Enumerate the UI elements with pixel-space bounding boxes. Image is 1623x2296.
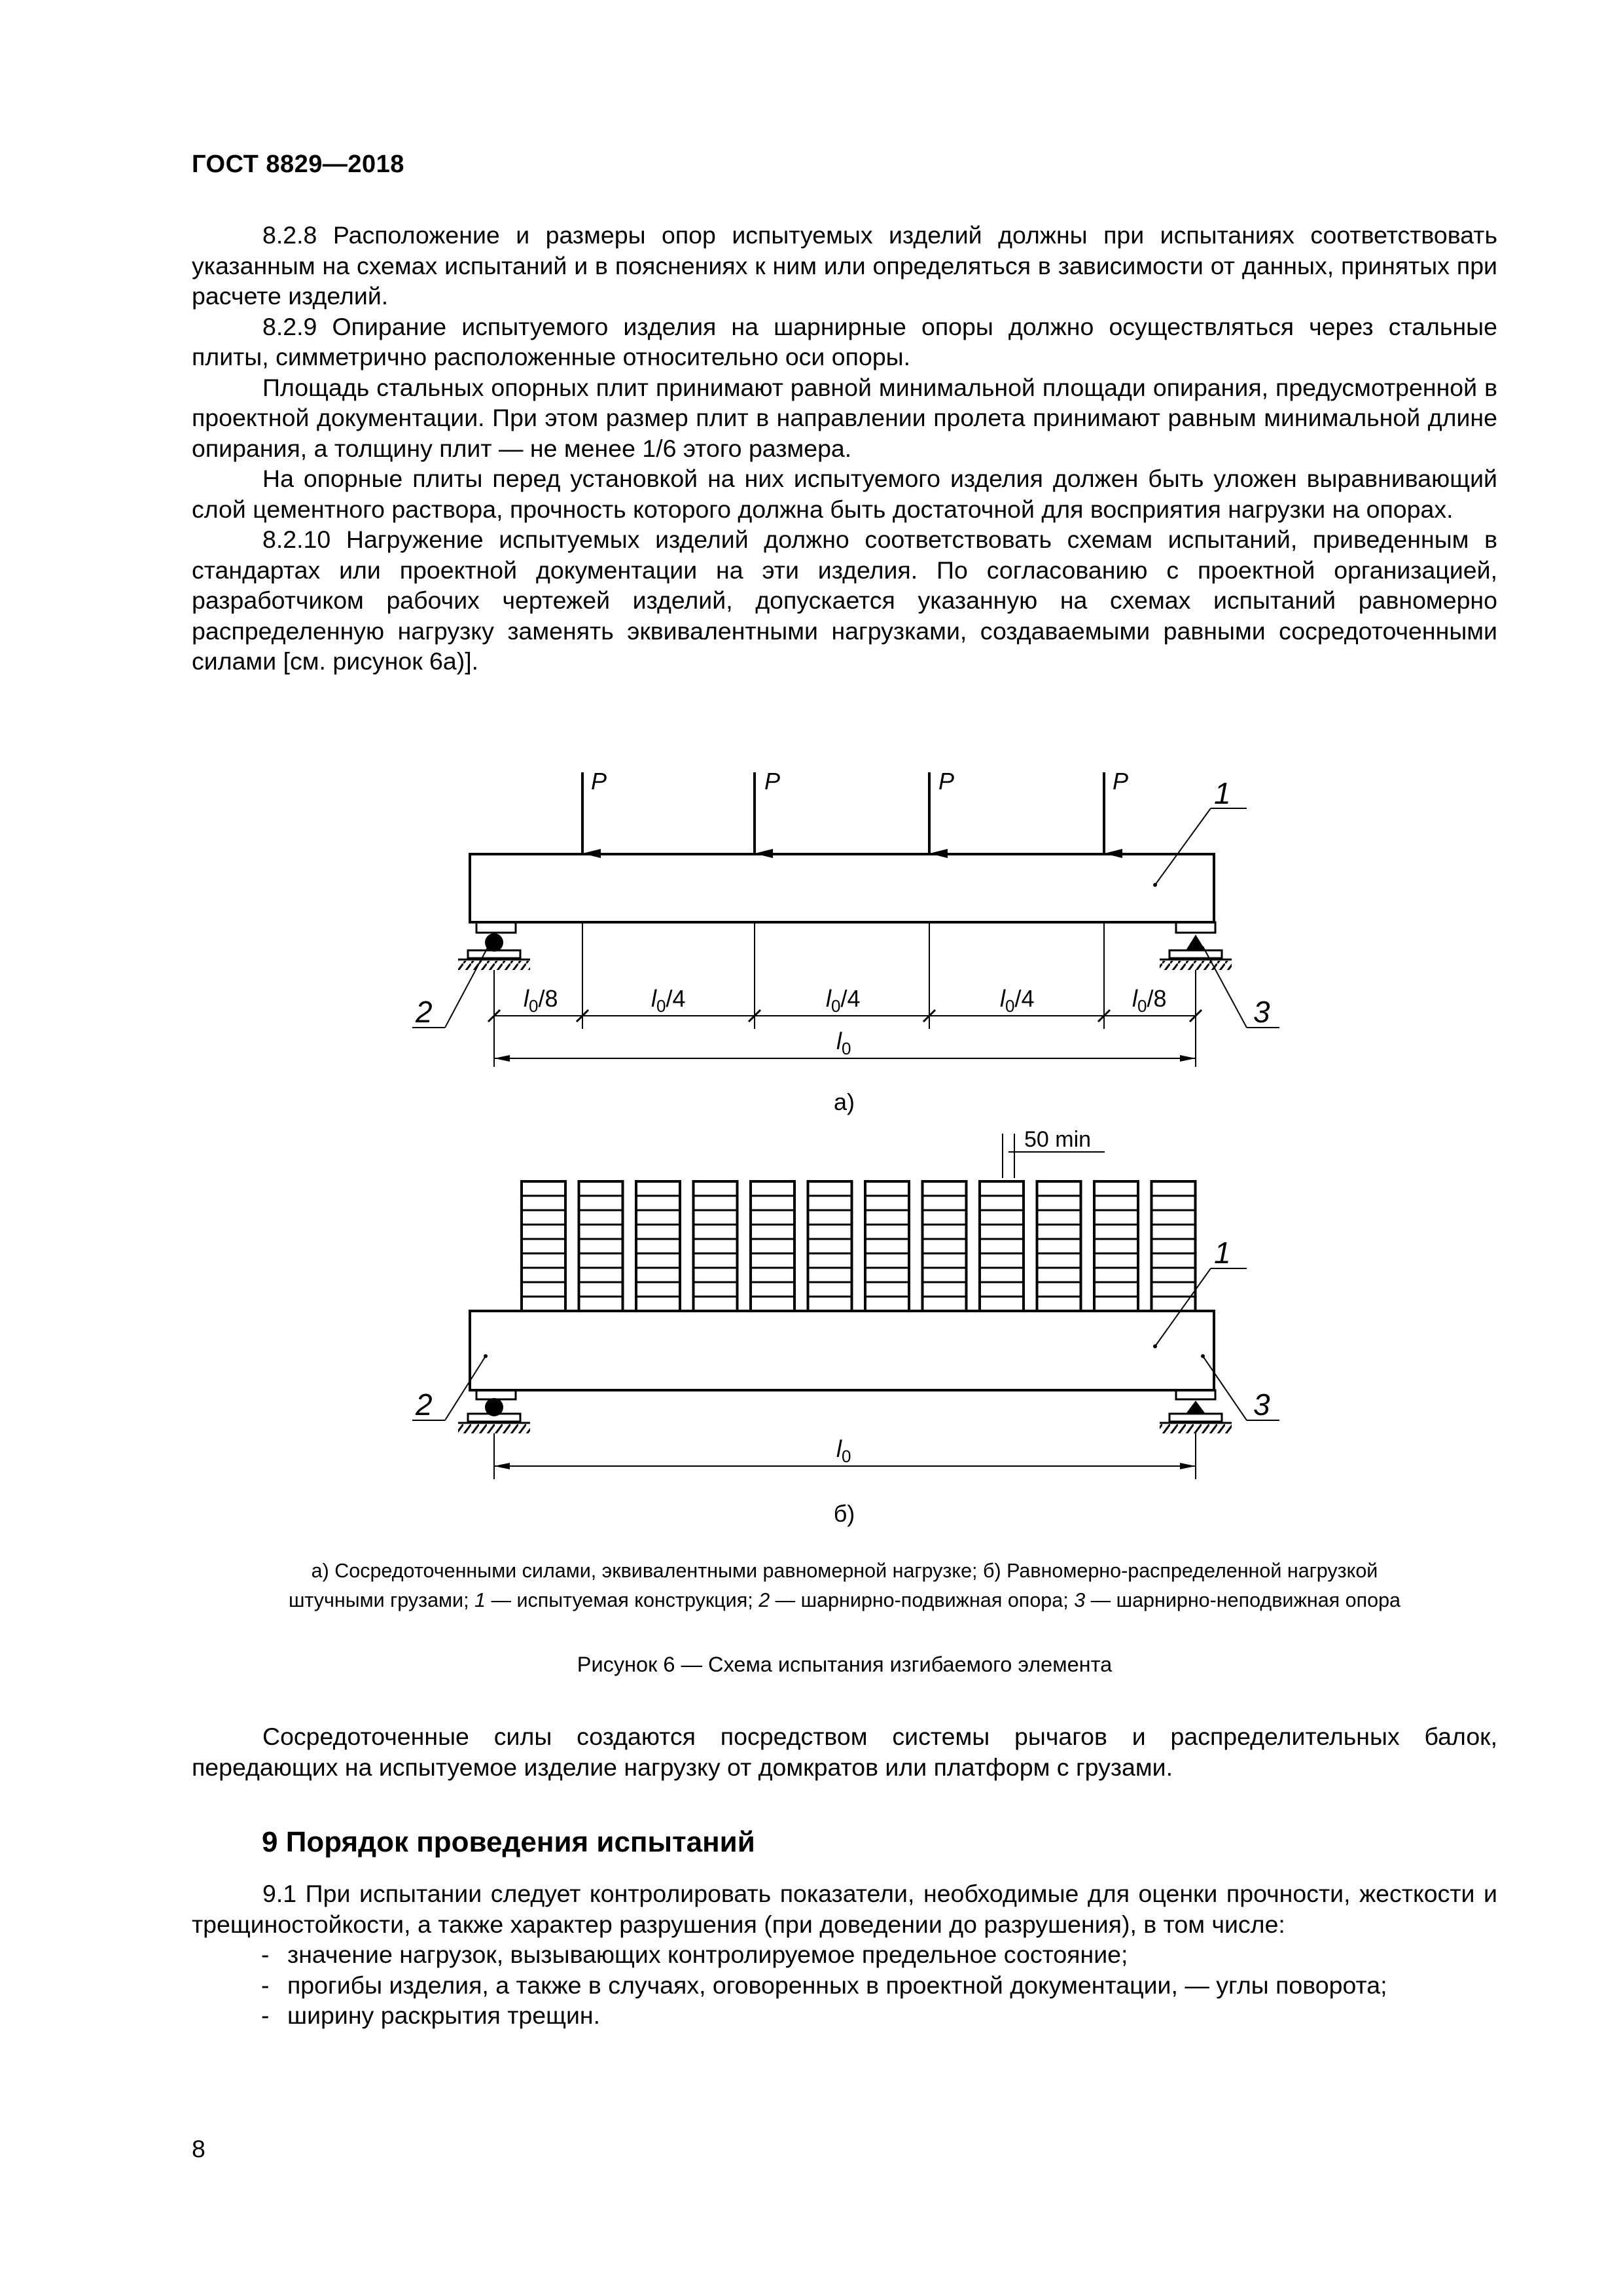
sublabel-a: а): [833, 1088, 855, 1115]
piece-load-stack: [1152, 1181, 1196, 1311]
callout-label: 3: [1253, 995, 1270, 1029]
document-header: ГОСТ 8829—2018: [192, 151, 404, 178]
figure-note: [192, 1556, 1497, 1615]
support-pinned-a: [1160, 922, 1232, 970]
piece-load-stack: [808, 1181, 852, 1311]
list-item: - значение нагрузок, вызывающих контролируемое предельное состояние;: [261, 1941, 1128, 1968]
dimension-row-a: [488, 985, 1202, 1022]
section-9-body: [192, 1878, 1497, 2031]
callout-label: 2: [416, 1388, 433, 1422]
support-pinned-b: [1160, 1390, 1232, 1433]
force-1: [582, 768, 607, 1029]
callout-label: 1: [1214, 776, 1231, 810]
callout-label: 2: [416, 995, 433, 1029]
paragraph-9-1: 9.1 При испытании следует контролировать показатели, необходимые для оценки прочности, жесткости и трещиностойкости, а также характер разрушения (при доведении до разрушения), в том числе:: [192, 1880, 1497, 1938]
paragraph-8-2-8: 8.2.8 Расположение и размеры опор испытуемых изделий должны при испытаниях соответствовать указанным на схемах испытаний и в пояснениях к ним или определяться в зависимости от данных, принятых при расчете изделий.: [192, 221, 1497, 310]
piece-load-stack: [522, 1181, 565, 1311]
piece-load-stack: [694, 1181, 738, 1311]
dim-l0-4-1: $l_0/4$: [651, 985, 686, 1016]
piece-load-stacks: [522, 1181, 1196, 1311]
figure-note-line-1: а) Сосредоточенными силами, эквивалентными равномерной нагрузке; б) Равномерно-распределенной нагрузкой: [311, 1560, 1378, 1582]
beam-b: [470, 1311, 1214, 1390]
force-4: [1104, 768, 1128, 1029]
body-text-top: [192, 220, 1497, 677]
force-3: [929, 768, 954, 1029]
piece-load-stack: [636, 1181, 680, 1311]
piece-load-stack: [751, 1181, 794, 1311]
callout-1-a: [1153, 776, 1247, 887]
force-label: P: [764, 768, 781, 795]
piece-load-stack: [1094, 1181, 1138, 1311]
dimension-span-a: [494, 1028, 1196, 1058]
section-title: 9 Порядок проведения испытаний: [262, 1826, 755, 1858]
sublabel-b: б): [833, 1500, 855, 1527]
piece-load-stack: [579, 1181, 623, 1311]
support-movable-b: [458, 1390, 530, 1433]
paragraph-cement-layer: На опорные плиты перед установкой на них испытуемого изделия должен быть уложен выравнивающий слой цементного раствора, прочность которого должна быть достаточной для восприятия нагрузки на опорах.: [192, 465, 1497, 523]
dim-l0-8-right: $l_0/8$: [1132, 985, 1167, 1016]
paragraph-8-2-10: 8.2.10 Нагружение испытуемых изделий должно соответствовать схемам испытаний, приведенным в стандартах или проектной документации на эти изделия. По согласованию с проектной организацией, разработчиком рабочих чертежей изделий, допускается указанную на схемах испытаний равномерно распределенную нагрузку заменять эквивалентными нагрузками, создаваемыми равными сосредоточенными силами [см. рисунок 6а)].: [192, 526, 1497, 675]
callout-label: 1: [1214, 1236, 1231, 1270]
support-movable-a: [458, 922, 530, 970]
dim-l0-4-2: $l_0/4$: [826, 985, 861, 1016]
dimension-span-b: [494, 1435, 1196, 1466]
list-item: - прогибы изделия, а также в случаях, оговоренных в проектной документации, — углы поворота;: [261, 1971, 1387, 1999]
force-label: P: [1113, 768, 1129, 795]
dim-l0-8-left: $l_0/8$: [524, 985, 558, 1016]
page-number: 8: [192, 2135, 205, 2162]
callout-label: 3: [1253, 1388, 1270, 1422]
callout-2-b: [412, 1354, 488, 1422]
dim-l0-4-3: $l_0/4$: [1000, 985, 1035, 1016]
paragraph-concentrated-forces: Сосредоточенные силы создаются посредством системы рычагов и распределительных балок, передающих на испытуемое изделие нагрузку от домкратов или платформ с грузами.: [192, 1723, 1497, 1781]
min-gap-dimension: [1003, 1127, 1105, 1178]
figure-6-diagram: [0, 759, 1623, 1545]
piece-load-stack: [980, 1181, 1024, 1311]
paragraph-plate-area: Площадь стальных опорных плит принимают равной минимальной площади опирания, предусмотренной в проектной документации. При этом размер плит в направлении пролета принимают равным минимальной длине опирания, а толщину плит — не менее 1/6 этого размера.: [192, 373, 1497, 462]
force-label: P: [591, 768, 607, 795]
piece-load-stack: [923, 1181, 967, 1311]
figure-note-line-2: штучными грузами; 1 — испытуемая конструкция; 2 — шарнирно-подвижная опора; 3 — шарнирно-неподвижная опора: [288, 1589, 1401, 1611]
diagram-b: [412, 1127, 1279, 1527]
paragraph-8-2-9: 8.2.9 Опирание испытуемого изделия на шарнирные опоры должно осуществляться через стальные плиты, симметрично расположенные относительно оси опоры.: [192, 312, 1497, 370]
piece-load-stack: [1037, 1181, 1081, 1311]
figure-title: Рисунок 6 — Схема испытания изгибаемого элемента: [577, 1653, 1113, 1676]
body-text-after-figure: [192, 1721, 1497, 1782]
force-label: P: [938, 768, 955, 795]
span-label-a: $l_0$: [836, 1028, 851, 1058]
list-item: - ширину раскрытия трещин.: [261, 2001, 601, 2029]
control-list: [192, 1939, 1497, 2031]
span-label-b: $l_0$: [836, 1435, 851, 1466]
beam-a: [470, 854, 1214, 922]
min-gap-label: 50 min: [1024, 1127, 1092, 1152]
force-2: [755, 768, 780, 1029]
diagram-a: [412, 768, 1279, 1115]
piece-load-stack: [865, 1181, 909, 1311]
